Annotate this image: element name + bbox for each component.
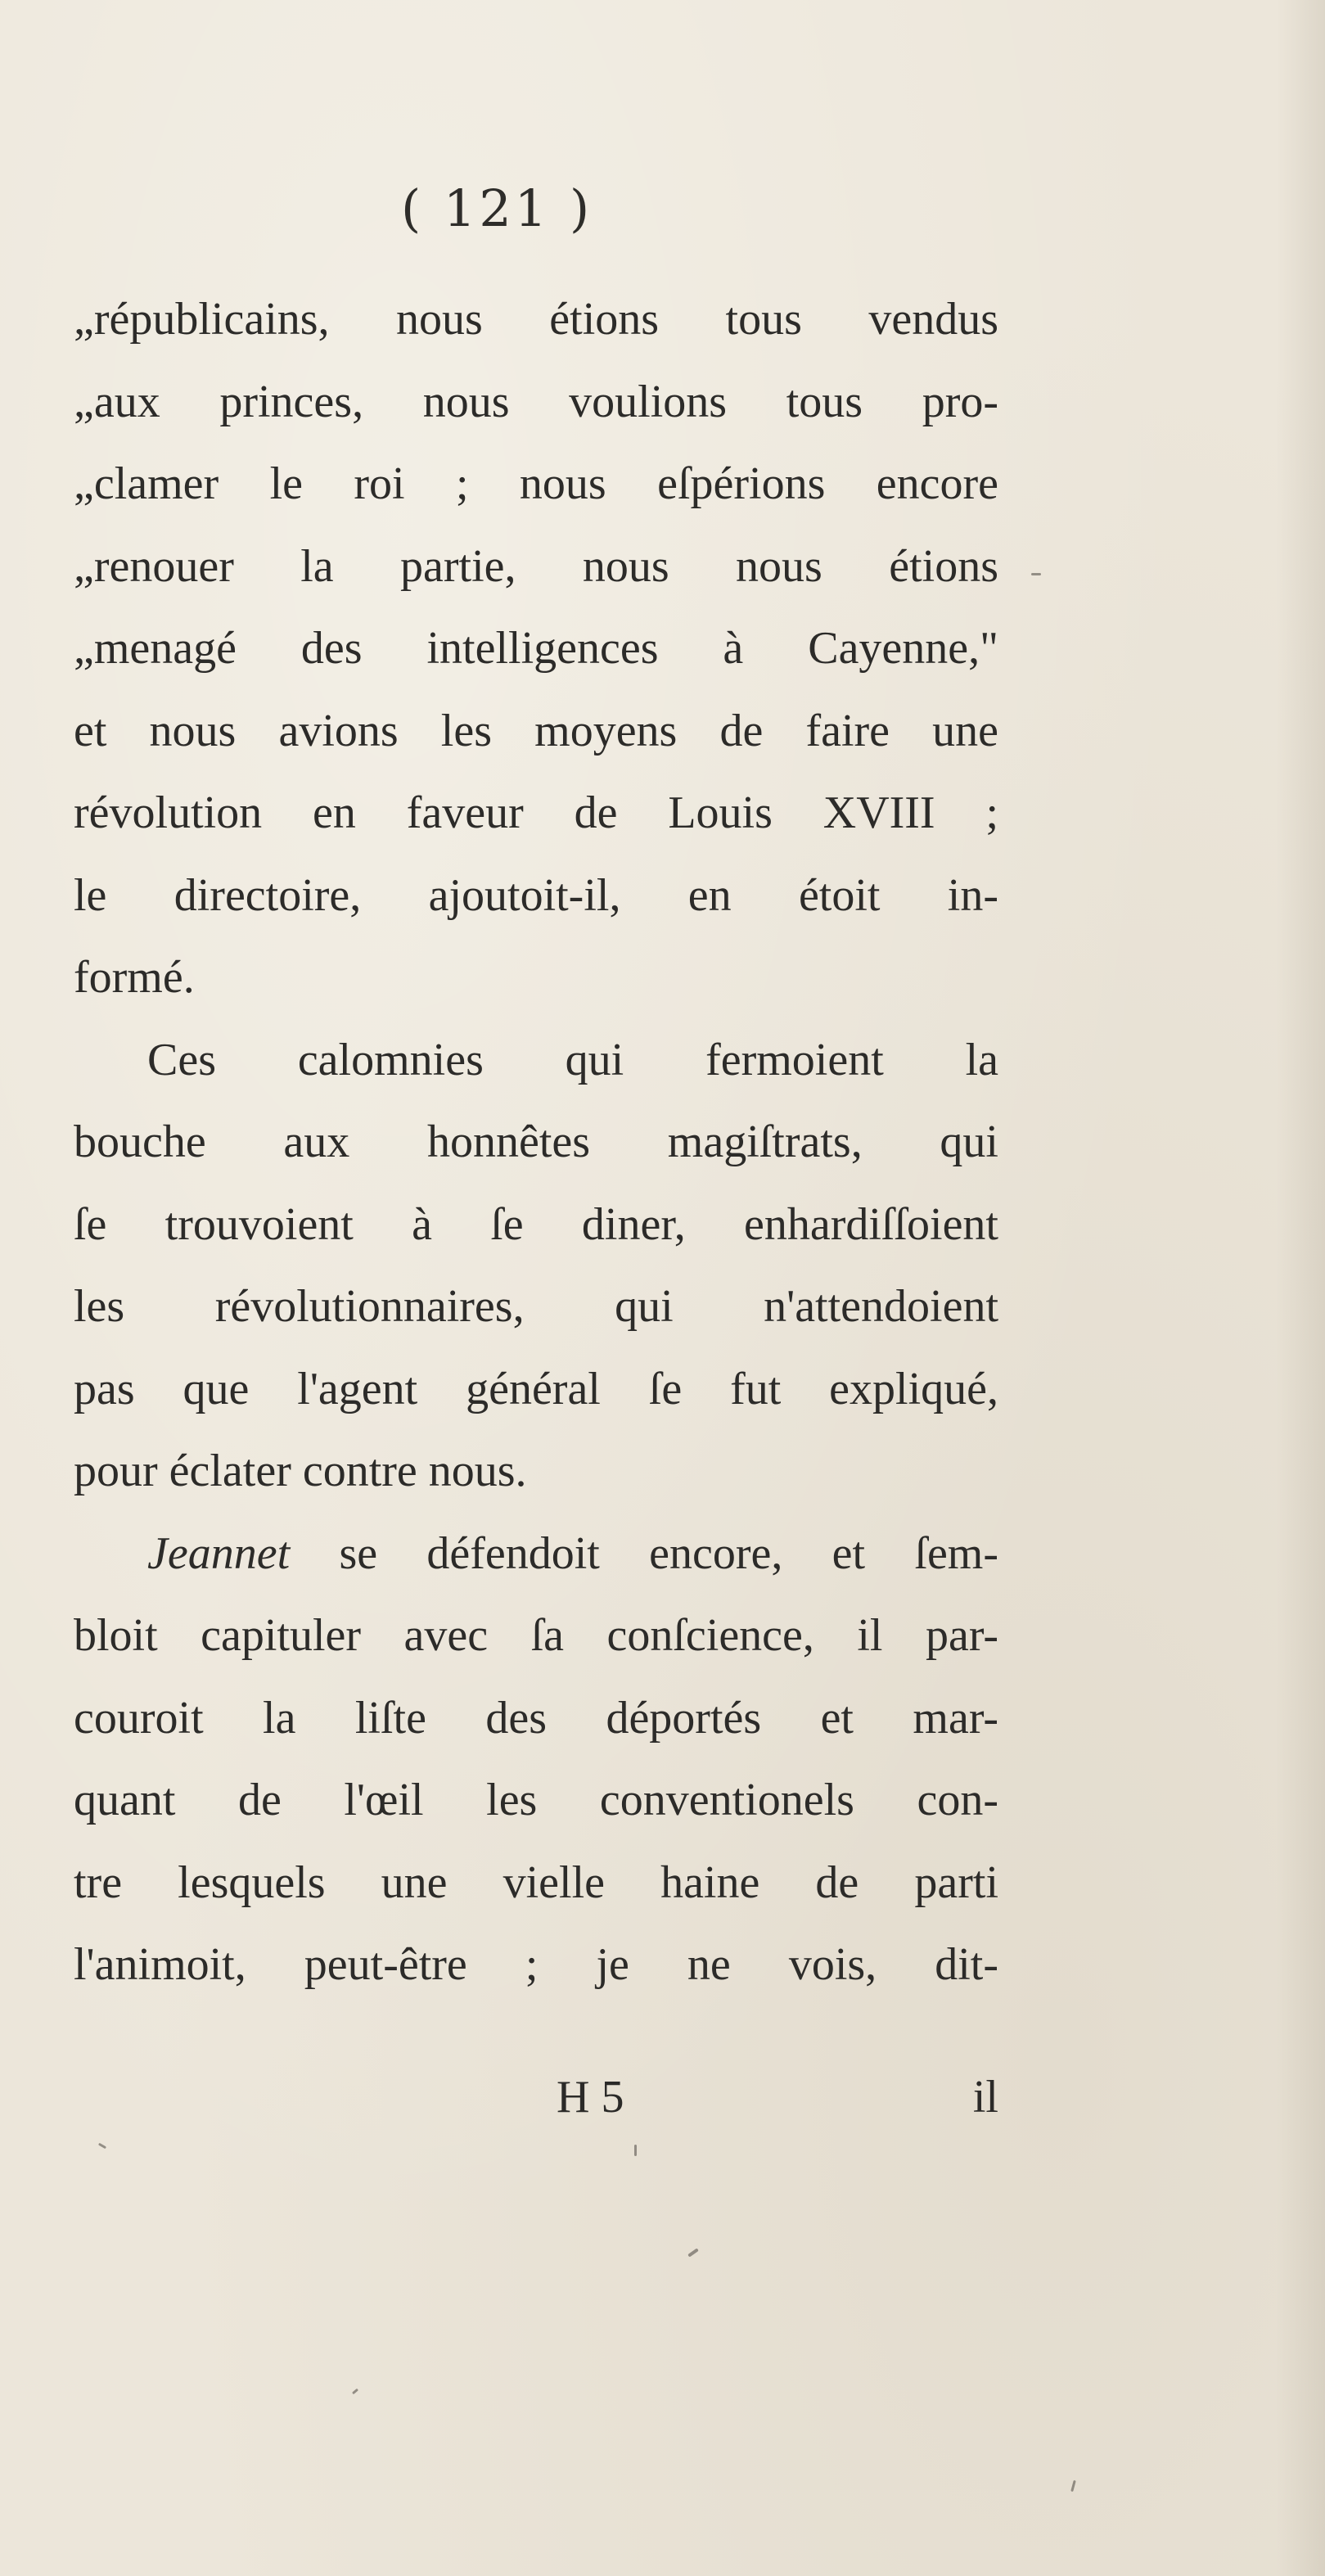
ink-speck bbox=[1070, 2480, 1076, 2492]
ink-speck bbox=[634, 2145, 637, 2156]
text-line: pour éclater contre nous. bbox=[74, 1446, 527, 1496]
text-line: pas que l'agent général ſe fut expliqué, bbox=[74, 1363, 998, 1414]
page-number-header: ( 121 ) bbox=[401, 178, 593, 238]
text-line: bloit capituler avec ſa conſcience, il par- bbox=[74, 1610, 998, 1661]
ink-speck bbox=[98, 2143, 106, 2150]
text-line: quant de l'œil les conventionels con- bbox=[74, 1775, 998, 1825]
page-footer bbox=[74, 2071, 998, 2136]
text-line: ſe trouvoient à ſe diner, enhardiſſoient bbox=[74, 1198, 998, 1250]
text-line: et nous avions les moyens de faire une bbox=[74, 705, 998, 756]
signature-mark: H 5 bbox=[557, 2072, 624, 2123]
body-text bbox=[74, 278, 998, 2006]
text-line: l'animoit, peut-être ; je ne vois, dit- bbox=[74, 1939, 998, 1990]
text-line: bouche aux honnêtes magiſtrats, qui bbox=[74, 1117, 998, 1167]
text-line: „clamer le roi ; nous eſpérions encore bbox=[74, 458, 998, 509]
text-line: les révolutionnaires, qui n'attendoient bbox=[74, 1281, 998, 1332]
text-line-rest: se défendoit encore, et ſem- bbox=[339, 1527, 999, 1579]
person-name: Jeannet bbox=[147, 1527, 291, 1579]
page-edge-shadow bbox=[1276, 0, 1325, 2576]
text-line: „renouer la partie, nous nous étions bbox=[74, 540, 998, 592]
text-line-with-name bbox=[74, 1513, 998, 1595]
text-line: le directoire, ajoutoit-il, en étoit in- bbox=[74, 869, 998, 921]
text-line: Ces calomnies qui fermoient la bbox=[147, 1034, 998, 1085]
catchword: il bbox=[972, 2072, 998, 2123]
text-line: formé. bbox=[74, 952, 195, 1003]
text-line: „menagé des intelligences à Cayenne," bbox=[74, 623, 998, 674]
text-line: tre lesquels une vielle haine de parti bbox=[74, 1856, 998, 1908]
text-line: „aux princes, nous voulions tous pro- bbox=[74, 376, 998, 427]
text-line: révolution en faveur de Louis XVIII ; bbox=[74, 787, 998, 838]
text-line: couroit la liſte des déportés et mar- bbox=[74, 1692, 998, 1744]
ink-speck bbox=[687, 2248, 699, 2257]
ink-speck bbox=[352, 2389, 358, 2394]
ink-speck bbox=[1031, 573, 1041, 575]
text-line: „républicains, nous étions tous vendus bbox=[74, 294, 998, 345]
